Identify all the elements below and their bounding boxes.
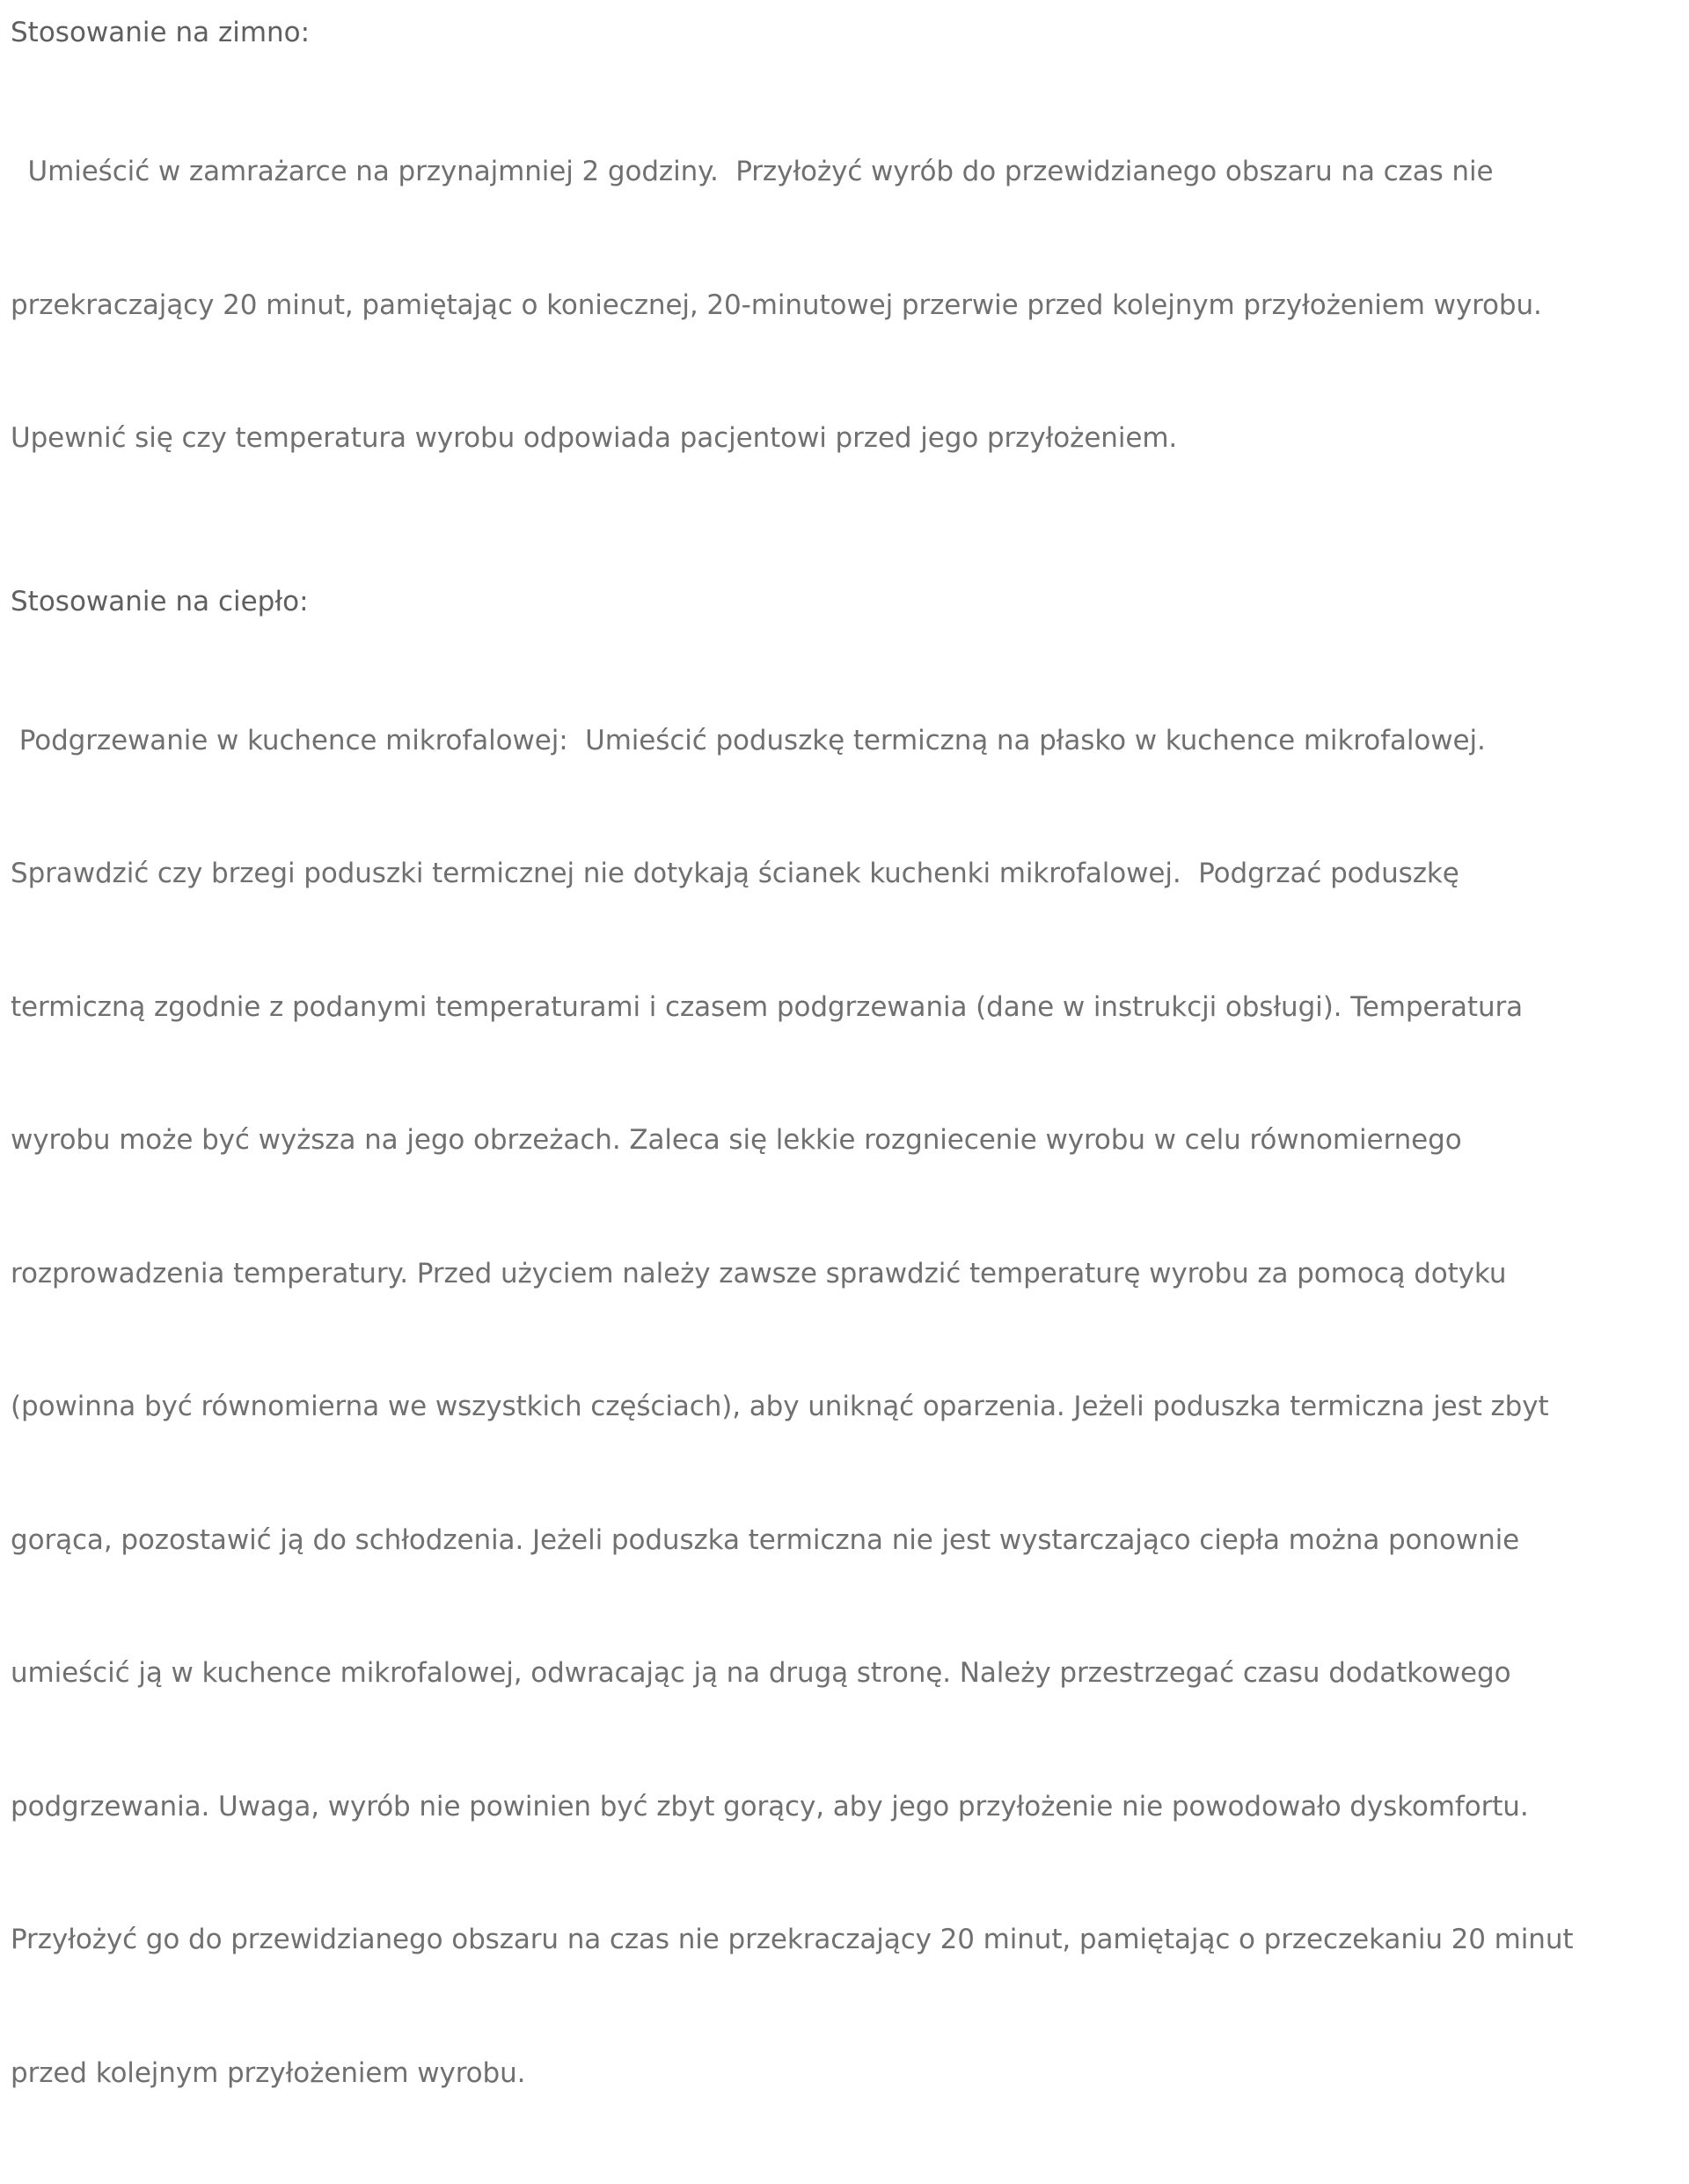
warm-use-line: przed kolejnym przyłożeniem wyrobu.	[11, 2051, 1678, 2096]
warm-use-line: gorąca, pozostawić ją do schłodzenia. Jeżeli poduszka termiczna nie jest wystarczająco ciepła można ponownie	[11, 1518, 1678, 1563]
warm-use-line: termiczną zgodnie z podanymi temperaturami i czasem podgrzewania (dane w instrukcji obsługi). Temperatura	[11, 985, 1678, 1030]
warm-use-heading: Stosowanie na ciepło:	[11, 583, 1678, 620]
warm-use-section	[11, 583, 1678, 2184]
cold-use-heading: Stosowanie na zimno:	[11, 14, 1678, 51]
instructions-content	[0, 0, 1689, 783]
cold-use-text	[11, 61, 1678, 550]
warm-use-line: podgrzewania. Uwaga, wyrób nie powinien być zbyt gorący, aby jego przyłożenie nie powodowało dyskomfortu.	[11, 1785, 1678, 1830]
warm-use-line: Sprawdzić czy brzegi poduszki termicznej nie dotykają ścianek kuchenki mikrofalowej. Podgrzać poduszkę	[11, 851, 1678, 896]
warm-use-line: (powinna być równomierna we wszystkich częściach), aby uniknąć oparzenia. Jeżeli poduszka termiczna jest zbyt	[11, 1384, 1678, 1429]
cold-use-line: Upewnić się czy temperatura wyrobu odpowiada pacjentowi przed jego przyłożeniem.	[11, 416, 1678, 461]
warm-use-line: wyrobu może być wyższa na jego obrzeżach. Zaleca się lekkie rozgniecenie wyrobu w celu równomiernego	[11, 1118, 1678, 1163]
warm-use-line: Podgrzewanie w kuchence mikrofalowej: Umieścić poduszkę termiczną na płasko w kuchence mikrofalowej.	[11, 719, 1678, 763]
cold-use-section	[11, 14, 1678, 550]
warm-use-line: Przyłożyć go do przewidzianego obszaru na czas nie przekraczający 20 minut, pamiętając o przeczekaniu 20 minut	[11, 1917, 1678, 1962]
warm-use-line: rozprowadzenia temperatury. Przed użyciem należy zawsze sprawdzić temperaturę wyrobu za pomocą dotyku	[11, 1252, 1678, 1297]
cold-use-line: przekraczający 20 minut, pamiętając o koniecznej, 20-minutowej przerwie przed kolejnym przyłożeniem wyrobu.	[11, 283, 1678, 328]
cold-use-line: Umieścić w zamrażarce na przynajmniej 2 godziny. Przyłożyć wyrób do przewidzianego obszaru na czas nie	[11, 150, 1678, 194]
warm-use-line: umieścić ją w kuchence mikrofalowej, odwracając ją na drugą stronę. Należy przestrzegać czasu dodatkowego	[11, 1651, 1678, 1696]
warm-use-text	[11, 630, 1678, 2184]
